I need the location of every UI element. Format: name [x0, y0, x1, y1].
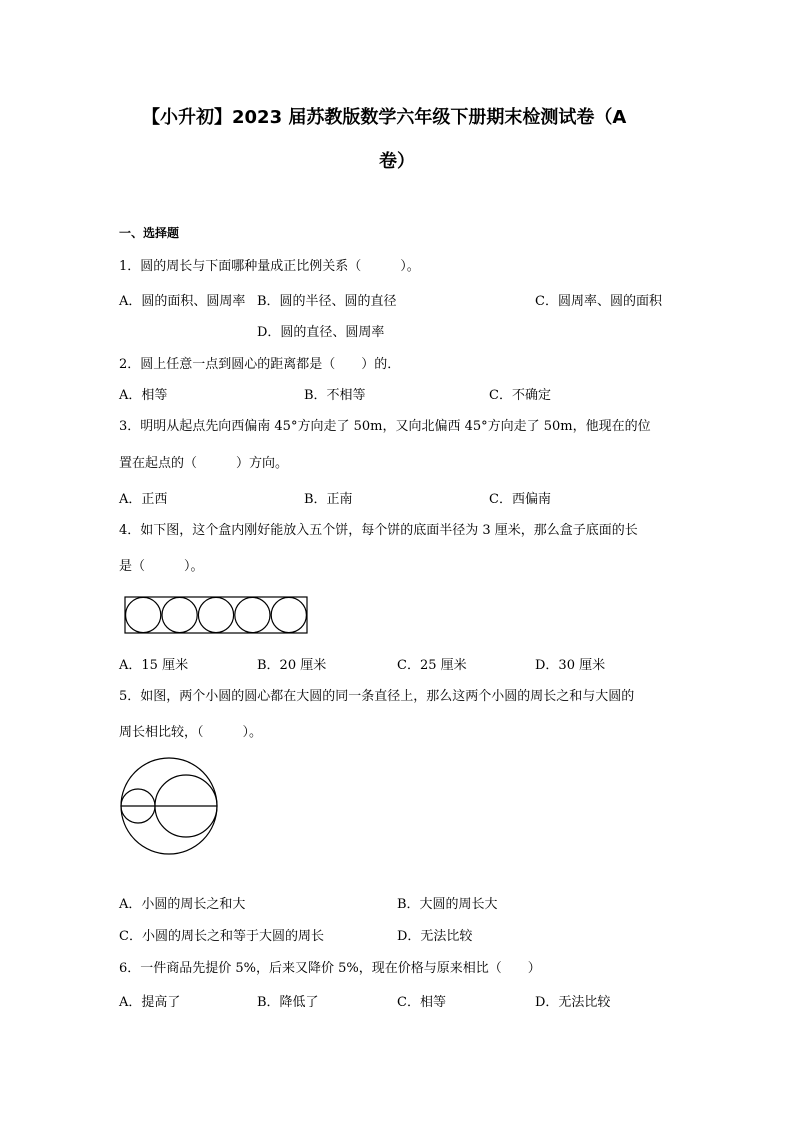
question-3-option-b: B．正南 — [304, 492, 353, 507]
question-6-option-a: A．提高了 — [119, 995, 181, 1010]
question-4-stem-line2: 是（ ）。 — [119, 559, 204, 574]
pancake-circle-1 — [126, 597, 161, 632]
pancake-circle-3 — [198, 597, 233, 632]
exam-title-line1: 【小升初】2023 届苏教版数学六年级下册期末检测试卷（A — [142, 107, 627, 128]
question-2-option-a: A．相等 — [119, 388, 168, 403]
question-3-stem-line2: 置在起点的（ ）方向。 — [119, 456, 289, 471]
question-4-option-b: B．20 厘米 — [257, 658, 327, 673]
box-with-five-circles-figure — [124, 596, 310, 636]
question-5-stem-line2: 周长相比较，（ ）。 — [119, 725, 263, 740]
question-1-option-d: D．圆的直径、圆周率 — [257, 325, 385, 340]
question-2-option-b: B．不相等 — [304, 388, 366, 403]
exam-title-line2: 卷） — [379, 151, 415, 172]
question-2-option-c: C．不确定 — [489, 388, 551, 403]
question-1-option-c: C．圆周率、圆的面积 — [535, 294, 662, 309]
pancake-circles — [126, 597, 307, 632]
question-3-option-c: C．西偏南 — [489, 492, 551, 507]
question-6-stem: 6．一件商品先提价 5%，后来又降价 5%，现在价格与原来相比（ ） — [119, 961, 541, 976]
nested-circles-figure — [118, 755, 220, 857]
question-6-option-c: C．相等 — [397, 995, 446, 1010]
question-4-option-d: D．30 厘米 — [535, 658, 606, 673]
question-4-stem-line1: 4．如下图，这个盒内刚好能放入五个饼，每个饼的底面半径为 3 厘米，那么盒子底面的长 — [119, 523, 638, 538]
question-4-option-c: C．25 厘米 — [397, 658, 467, 673]
question-5-option-c: C．小圆的周长之和等于大圆的周长 — [119, 929, 324, 944]
question-1-stem: 1．圆的周长与下面哪种量成正比例关系（ ）。 — [119, 259, 420, 274]
pancake-circle-2 — [162, 597, 197, 632]
question-4-option-a: A．15 厘米 — [119, 658, 189, 673]
section-heading: 一、选择题 — [119, 226, 180, 240]
question-3-option-a: A．正西 — [119, 492, 168, 507]
pancake-circle-4 — [235, 597, 270, 632]
question-2-stem: 2．圆上任意一点到圆心的距离都是（ ）的． — [119, 357, 401, 372]
question-5-option-b: B．大圆的周长大 — [397, 897, 498, 912]
question-5-option-a: A．小圆的周长之和大 — [119, 897, 246, 912]
box-outline — [125, 597, 307, 633]
question-3-stem-line1: 3．明明从起点先向西偏南 45°方向走了 50m，又向北偏西 45°方向走了 50m，他现在的位 — [119, 419, 651, 434]
question-5-stem-line1: 5．如图，两个小圆的圆心都在大圆的同一条直径上，那么这两个小圆的周长之和与大圆的 — [119, 689, 635, 704]
question-1-option-a: A．圆的面积、圆周率 — [119, 294, 246, 309]
question-1-option-b: B．圆的半径、圆的直径 — [257, 294, 397, 309]
pancake-circle-5 — [271, 597, 306, 632]
question-6-option-b: B．降低了 — [257, 995, 319, 1010]
question-6-option-d: D．无法比较 — [535, 995, 611, 1010]
question-5-option-d: D．无法比较 — [397, 929, 473, 944]
